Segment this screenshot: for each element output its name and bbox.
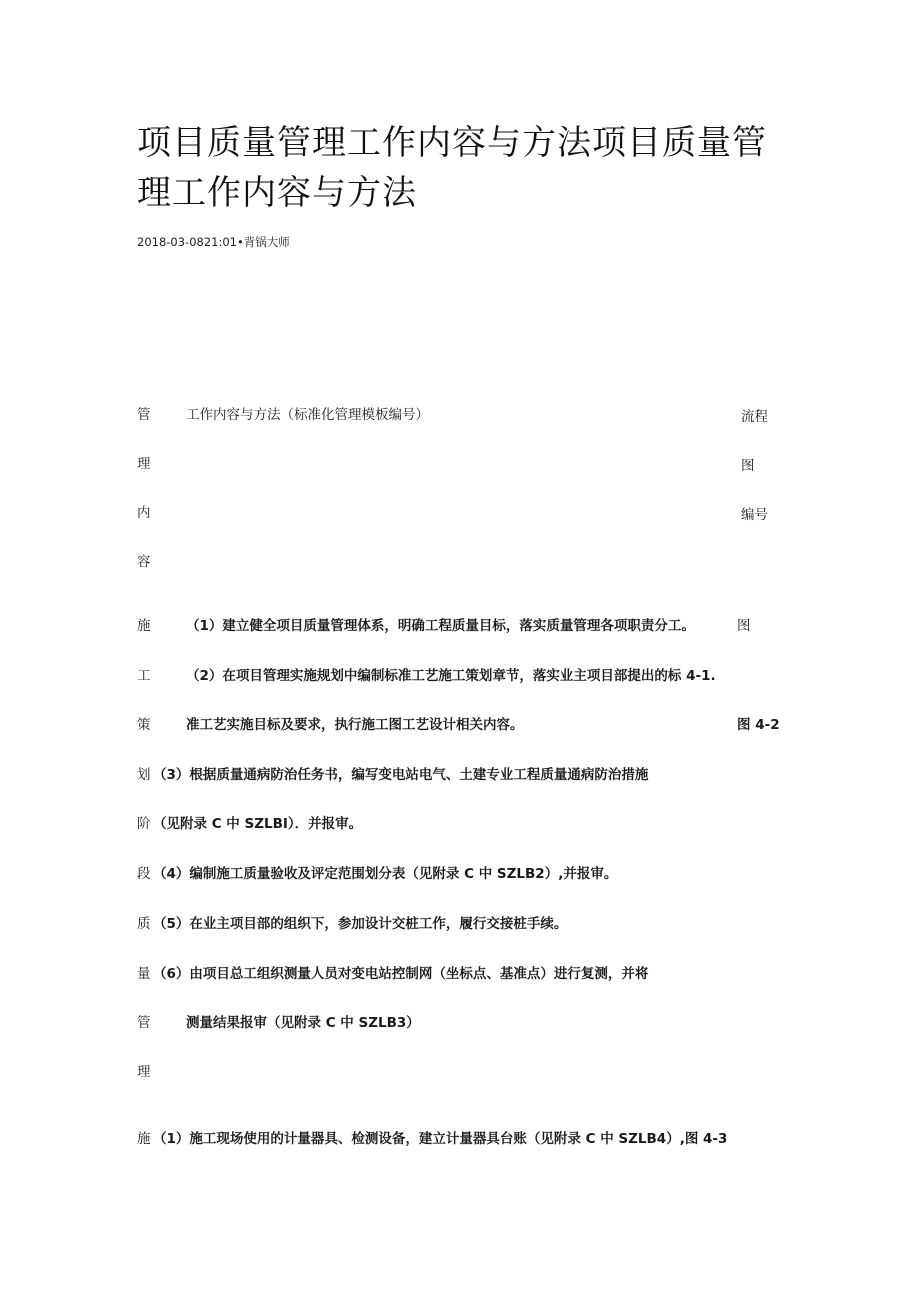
document-title: 项目质量管理工作内容与方法项目质量管理工作内容与方法 xyxy=(137,123,767,213)
row-text: （4）编制施工质量验收及评定范围划分表（见附录 C 中 SZLB2）,并报审。 xyxy=(153,866,618,882)
header-col1-char: 容 xyxy=(137,554,151,570)
row-text: （见附录 C 中 SZLBI）．并报审。 xyxy=(153,816,363,832)
header-col2: 工作内容与方法（标准化管理模板编号） xyxy=(186,407,429,423)
row-side-char: 策 xyxy=(137,717,151,733)
row-side-char: 划 xyxy=(137,767,151,783)
row-side-char: 施 xyxy=(137,618,151,634)
row-text: （1）施工现场使用的计量器具、检测设备，建立计量器具台账（见附录 C 中 SZLB4）,图 4-3 xyxy=(153,1131,728,1147)
row-side-char: 施 xyxy=(137,1131,151,1147)
row-side-char: 阶 xyxy=(137,816,151,832)
row-text: 测量结果报审（见附录 C 中 SZLB3） xyxy=(186,1015,420,1031)
row-side-char: 质 xyxy=(137,916,151,932)
row-text: 准工艺实施目标及要求，执行施工图工艺设计相关内容。 xyxy=(186,717,524,733)
row-text: （6）由项目总工组织测量人员对变电站控制网（坐标点、基准点）进行复测，并将 xyxy=(153,966,649,982)
row-side-char: 量 xyxy=(137,966,151,982)
row-ref: 图 xyxy=(737,618,751,634)
row-ref: 图 4-2 xyxy=(737,717,780,733)
header-col1-char: 管 xyxy=(137,407,151,423)
row-text: （2）在项目管理实施规划中编制标准工艺施工策划章节，落实业主项目部提出的标 4-1. xyxy=(186,668,716,684)
row-side-char: 工 xyxy=(137,668,151,684)
header-col1-char: 内 xyxy=(137,505,151,521)
header-col3-line: 编号 xyxy=(741,507,768,523)
header-col3-line: 图 xyxy=(741,458,755,474)
row-text: （3）根据质量通病防治任务书，编写变电站电气、土建专业工程质量通病防治措施 xyxy=(153,767,649,783)
row-side-char: 段 xyxy=(137,866,151,882)
header-col3-line: 流程 xyxy=(741,409,768,425)
row-text: （1）建立健全项目质量管理体系，明确工程质量目标，落实质量管理各项职责分工。 xyxy=(186,618,695,634)
row-side-char: 理 xyxy=(137,1064,151,1080)
header-col1-char: 理 xyxy=(137,456,151,472)
row-text: （5）在业主项目部的组织下，参加设计交桩工作，履行交接桩手续。 xyxy=(153,916,568,932)
post-meta: 2018-03-0821:01•背锅大师 xyxy=(137,235,290,249)
row-side-char: 管 xyxy=(137,1015,151,1031)
